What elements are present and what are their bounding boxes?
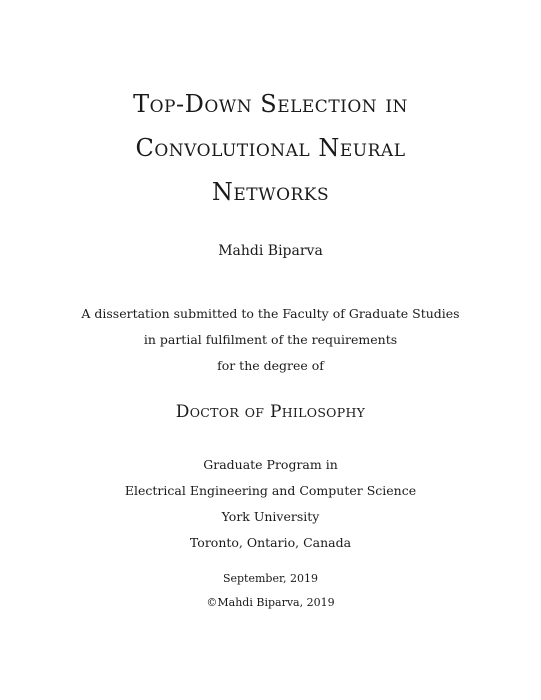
title-text-3: NETWORKS [211, 178, 330, 206]
degree-name: DOCTOR OF PHILOSOPHY [175, 402, 366, 422]
title-line-3 [0, 180, 541, 204]
program-line-2: Electrical Engineering and Computer Science [124, 483, 417, 498]
copyright-notice: ©Mahdi Biparva, 2019 [206, 596, 335, 609]
statement-line-2: in partial fulfilment of the requirements [143, 332, 398, 347]
title-line-2 [0, 136, 541, 160]
degree-line [0, 404, 541, 421]
title-line-1 [0, 92, 541, 116]
statement-line-1: A dissertation submitted to the Faculty of Graduate Studies [81, 306, 460, 321]
title-text-2: CONVOLUTIONAL NEURAL [135, 134, 406, 162]
program-line-4: Toronto, Ontario, Canada [189, 535, 352, 550]
submission-date: September, 2019 [222, 572, 319, 585]
program-line-3: York University [221, 509, 320, 524]
author-name: Mahdi Biparva [218, 243, 323, 259]
title-text-1: TOP-DOWN SELECTION IN [133, 90, 408, 118]
program-line-1: Graduate Program in [203, 457, 338, 472]
statement-line-3: for the degree of [217, 358, 324, 373]
